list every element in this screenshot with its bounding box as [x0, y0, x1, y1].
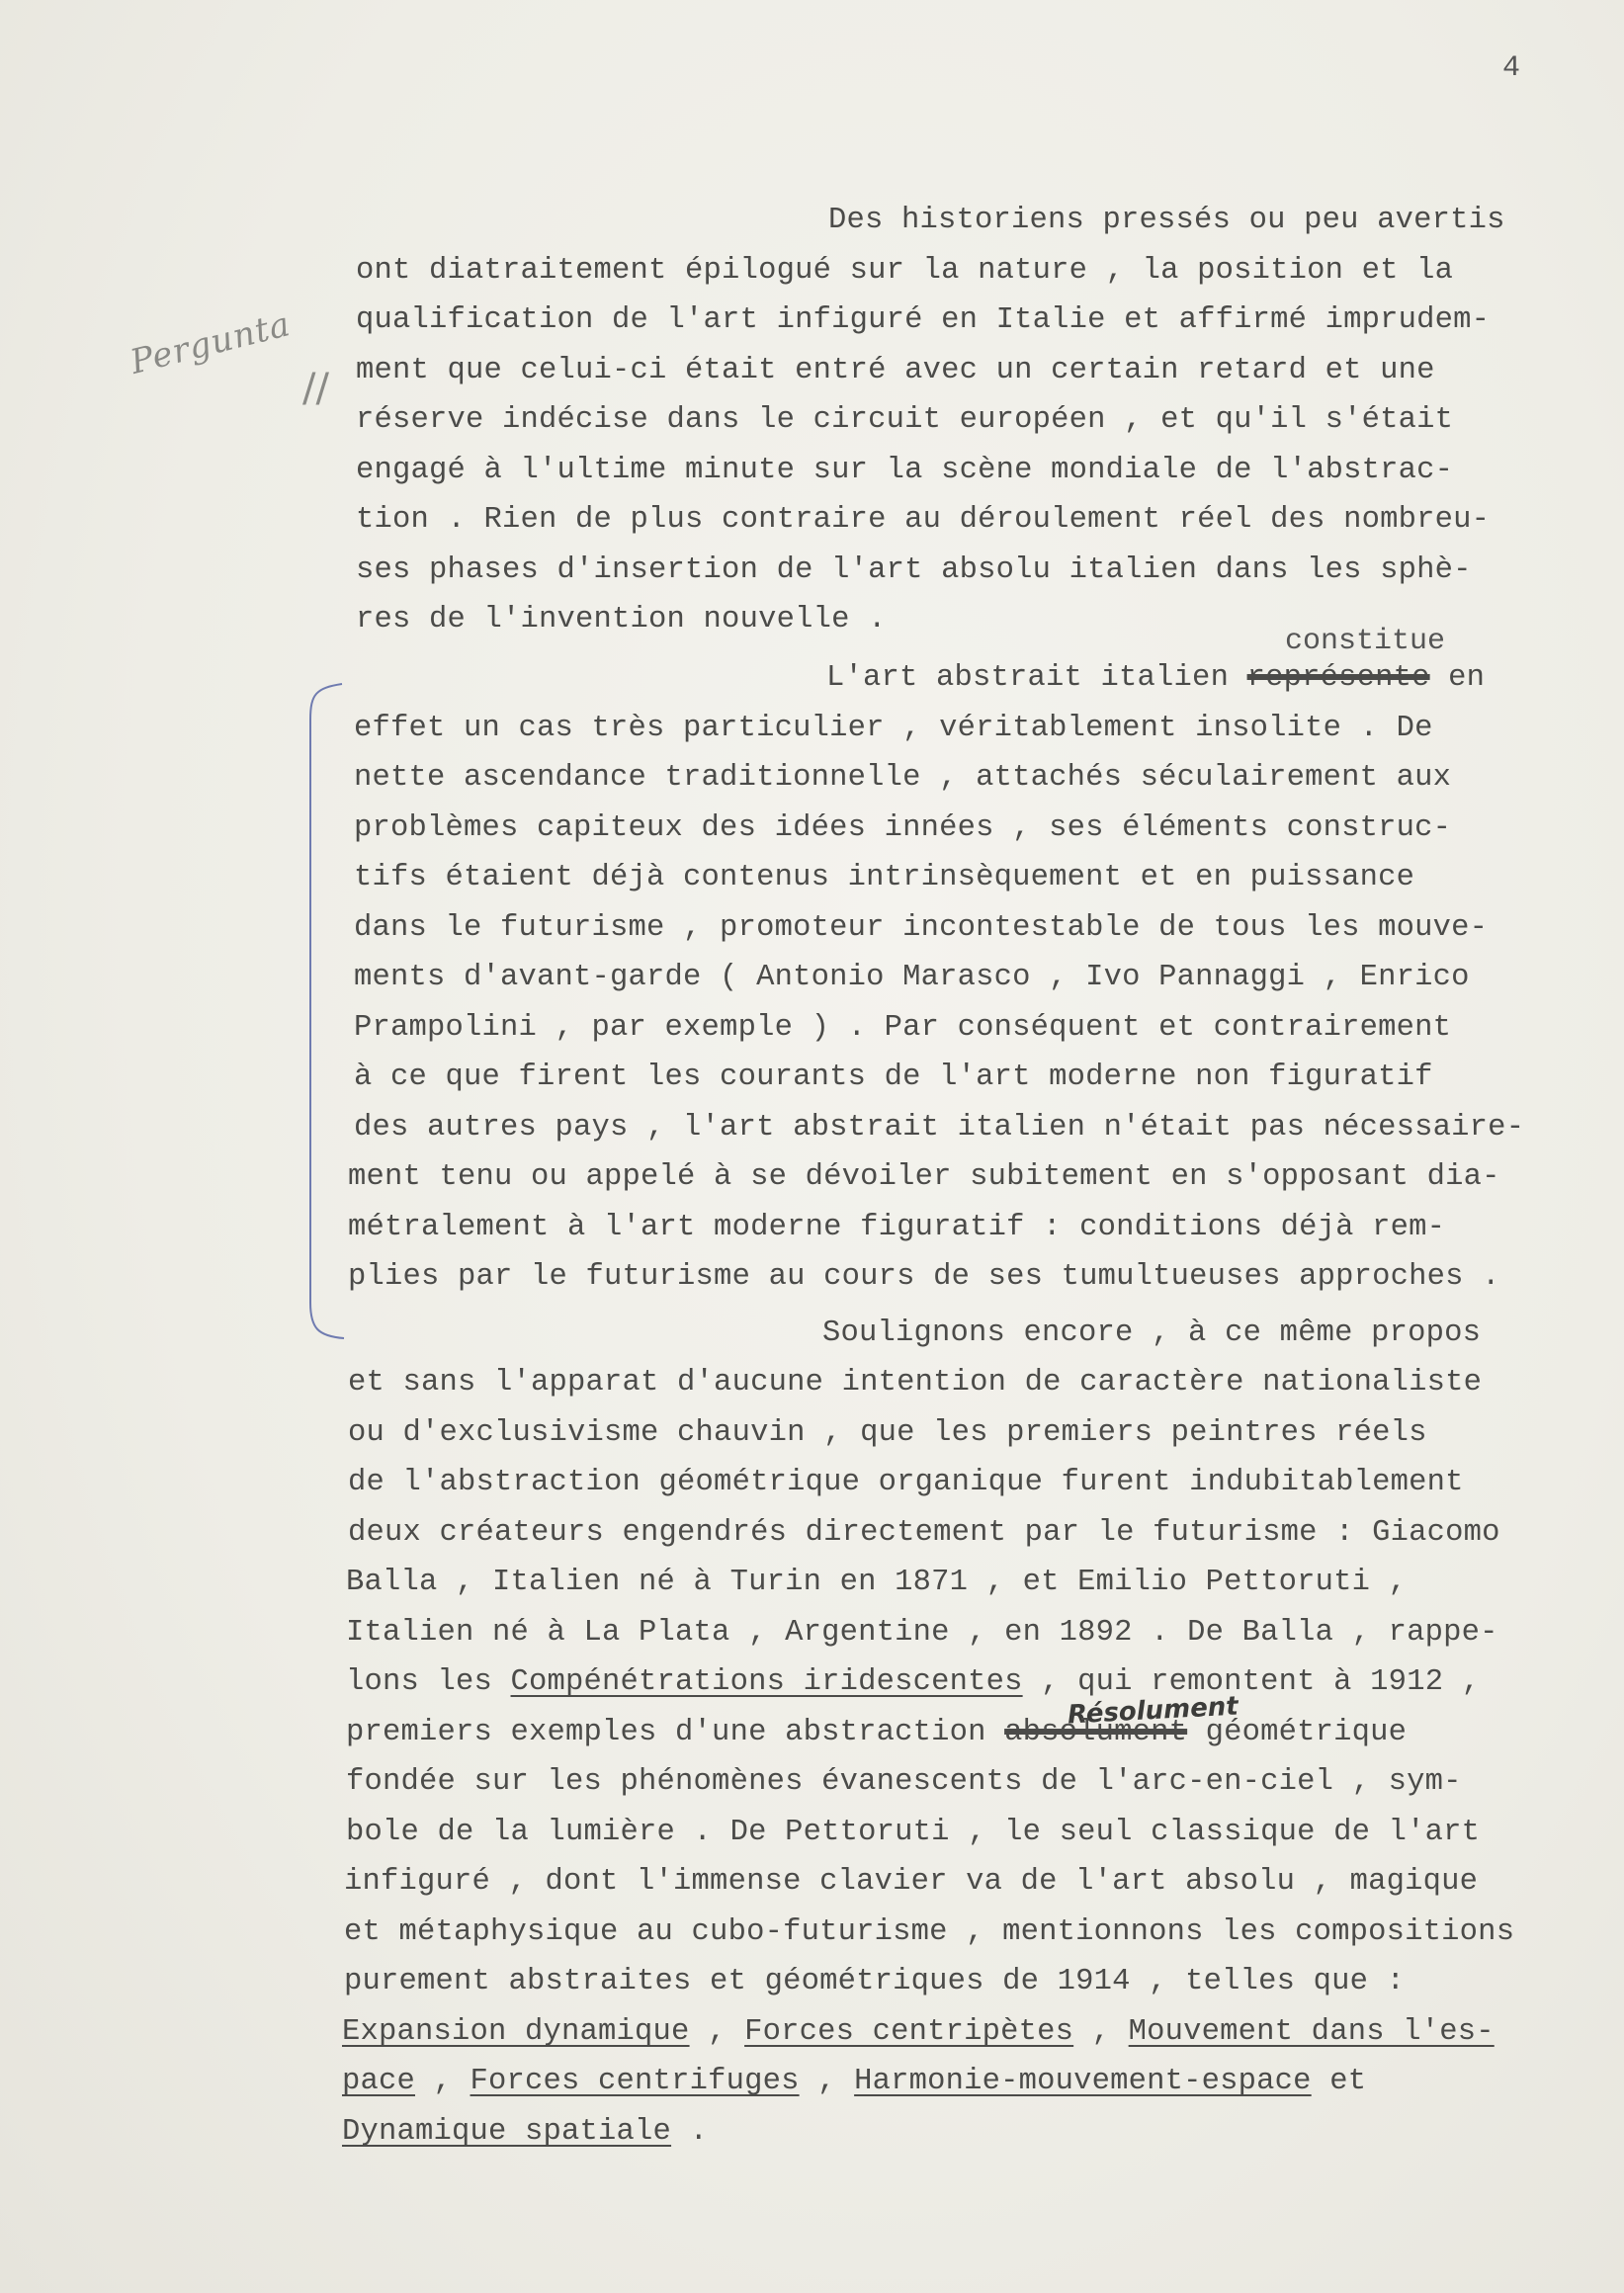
underlined-title: Forces centrifuges: [470, 2065, 800, 2098]
text-line-19: des autres pays , l'art abstrait italien n'était pas nécessaire-: [354, 1111, 1525, 1145]
text-line-5: réserve indécise dans le circuit européen , et qu'il s'était: [356, 403, 1454, 437]
text-line-3: qualification de l'art infiguré en Italie et affirmé imprudem-: [356, 303, 1491, 337]
text-line-10: L'art abstrait italien représente en: [826, 661, 1486, 695]
text-line-15: dans le futurisme , promoteur incontestable de tous les mouve-: [354, 911, 1489, 945]
text-line-1: Des historiens pressés ou peu avertis: [828, 204, 1505, 237]
text-line-26: de l'abstraction géométrique organique furent indubitablement: [348, 1466, 1464, 1499]
underlined-title: Compénétrations iridescentes: [510, 1665, 1023, 1699]
underlined-title: Dynamique spatiale: [342, 2115, 672, 2149]
text-line-36: purement abstraites et géométriques de 1914 , telles que :: [344, 1965, 1406, 1998]
text-line-31: premiers exemples d'une abstraction absolument géométrique: [346, 1716, 1408, 1749]
text-line-38: pace , Forces centrifuges , Harmonie-mouvement-espace et: [342, 2065, 1367, 2098]
underlined-title: Harmonie-mouvement-espace: [854, 2065, 1312, 2098]
typed-insertion-constitue: constitue: [1285, 625, 1446, 658]
text-line-7: tion . Rien de plus contraire au déroulement réel des nombreu-: [356, 503, 1491, 537]
text-line-17: Prampolini , par exemple ) . Par conséquent et contrairement: [354, 1011, 1452, 1045]
text-line-4: ment que celui-ci était entré avec un certain retard et une: [356, 354, 1435, 387]
text-line-27: deux créateurs engendrés directement par le futurisme : Giacomo: [348, 1516, 1500, 1550]
text-line-9: res de l'invention nouvelle .: [356, 603, 887, 637]
text-line-28: Balla , Italien né à Turin en 1871 , et Emilio Pettoruti ,: [346, 1566, 1408, 1599]
text-line-39: Dynamique spatiale .: [342, 2115, 709, 2149]
text-line-12: nette ascendance traditionnelle , attachés séculairement aux: [354, 761, 1452, 795]
text-line-6: engagé à l'ultime minute sur la scène mondiale de l'abstrac-: [356, 454, 1454, 487]
text-line-34: infiguré , dont l'immense clavier va de l'art absolu , magique: [344, 1865, 1479, 1899]
text-line-18: à ce que firent les courants de l'art moderne non figuratif: [354, 1061, 1433, 1094]
struck-word: absolument: [1004, 1716, 1188, 1749]
text-line-33: bole de la lumière . De Pettoruti , le seul classique de l'art: [346, 1816, 1481, 1849]
text-line-2: ont diatraitement épilogué sur la nature , la position et la: [356, 254, 1454, 288]
text-line-20: ment tenu ou appelé à se dévoiler subitement en s'opposant dia-: [348, 1160, 1500, 1194]
text-line-25: ou d'exclusivisme chauvin , que les premiers peintres réels: [348, 1416, 1427, 1450]
struck-word: représente: [1246, 661, 1430, 695]
handwritten-insertion-resolument: Résolument: [1067, 1691, 1239, 1731]
text-line-8: ses phases d'insertion de l'art absolu italien dans les sphè-: [356, 553, 1472, 587]
text-line-14: tifs étaient déjà contenus intrinsèquement et en puissance: [354, 861, 1415, 894]
text-line-32: fondée sur les phénomènes évanescents de l'arc-en-ciel , sym-: [346, 1765, 1462, 1799]
underlined-title: Expansion dynamique: [342, 2015, 690, 2049]
text-line-24: et sans l'apparat d'aucune intention de caractère nationaliste: [348, 1366, 1483, 1400]
underlined-title: Forces centripètes: [744, 2015, 1074, 2049]
text-line-23: Soulignons encore , à ce même propos: [822, 1316, 1482, 1350]
text-line-21: métralement à l'art moderne figuratif : conditions déjà rem-: [348, 1211, 1446, 1244]
text-line-16: ments d'avant-garde ( Antonio Marasco , Ivo Pannaggi , Enrico: [354, 961, 1470, 994]
text-line-29: Italien né à La Plata , Argentine , en 1892 . De Balla , rappe-: [346, 1616, 1498, 1650]
text-line-22: plies par le futurisme au cours de ses tumultueuses approches .: [348, 1260, 1500, 1294]
text-line-37: Expansion dynamique , Forces centripètes , Mouvement dans l'es-: [342, 2015, 1495, 2049]
handwritten-margin-note: Pergunta: [127, 304, 295, 382]
text-line-13: problèmes capiteux des idées innées , ses éléments construc-: [354, 811, 1452, 845]
underlined-title: Mouvement dans l'es-: [1128, 2015, 1495, 2049]
margin-slash-mark: //: [302, 366, 329, 411]
text-line-11: effet un cas très particulier , véritablement insolite . De: [354, 712, 1433, 745]
underlined-title: pace: [342, 2065, 416, 2098]
text-line-30: lons les Compénétrations iridescentes , qui remontent à 1912 ,: [346, 1665, 1481, 1699]
text-line-35: et métaphysique au cubo-futurisme , mentionnons les compositions: [344, 1915, 1515, 1949]
page-number: 4: [1502, 51, 1521, 85]
